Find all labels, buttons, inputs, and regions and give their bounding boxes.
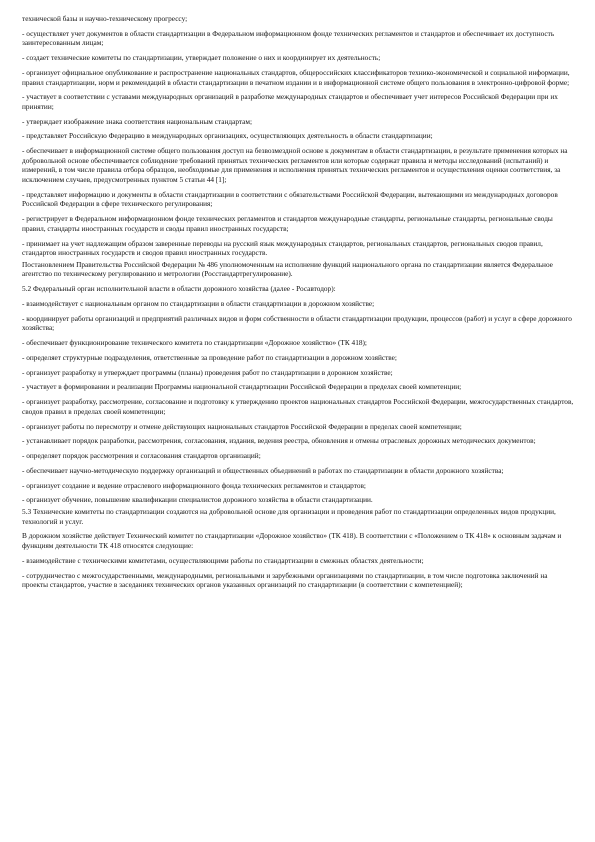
paragraph-item: - принимает на учет надлежащим образом заверенные переводы на русский язык международных стандартов, региональных стандартов, региональных сводов правил, стандартов иностранных государств и сводов правил иностранных государств.: [22, 238, 543, 258]
paragraph-item: - сотрудничество с межгосударственными, международными, региональными и зарубежными организациями по стандартизации, в том числе подготовка заключений на проекты стандартов, участие в заседаниях технических органов указанных организаций по стандартизации (в соответствии с компетенцией);: [22, 570, 548, 590]
document-page: [22, 14, 574, 595]
paragraph-item: - устанавливает порядок разработки, рассмотрения, согласования, издания, ведения реестра, обновления и отмены отраслевых дорожных методических документов;: [22, 436, 536, 446]
paragraph-item: - обеспечивает научно-методическую поддержку организаций и общественных объединений в работах по стандартизации в области дорожного хозяйства;: [22, 465, 504, 475]
paragraph-item: - осуществляет учет документов в области стандартизации в Федеральном информационном фонде технических регламентов и стандартов и обеспечивает их доступность заинтересованным лицам;: [22, 28, 555, 48]
paragraph-continuation: технической базы и научно-техническому прогрессу;: [22, 14, 188, 23]
paragraph-item: - организует разработку и утверждает программы (планы) проведения работ по стандартизации в дорожном хозяйстве;: [22, 367, 393, 377]
paragraph-item: - организует обучение, повышение квалификации специалистов дорожного хозяйства в области стандартизации.: [22, 495, 373, 505]
paragraph-item: - взаимодействует с национальным органом по стандартизации в области стандартизации в дорожном хозяйстве;: [22, 298, 375, 308]
paragraph-item: - определяет структурные подразделения, ответственные за проведение работ по стандартизации в дорожном хозяйстве;: [22, 352, 397, 362]
paragraph-item: - определяет порядок рассмотрения и согласования стандартов организаций;: [22, 451, 261, 461]
paragraph-item: - создает технические комитеты по стандартизации, утверждает положение о них и координирует их деятельность;: [22, 53, 381, 63]
paragraph-item: - координирует работы организаций и предприятий различных видов и форм собственности в области стандартизации продукции, процессов (работ) и услуг в сфере дорожного хозяйства;: [22, 313, 572, 333]
paragraph-item: - обеспечивает функционирование технического комитета по стандартизации «Дорожное хозяйство» (ТК 418);: [22, 338, 367, 348]
paragraph-item: - организует создание и ведение отраслевого информационного фонда технических регламентов и стандартов;: [22, 480, 366, 490]
paragraph-item: - организует работы по пересмотру и отмене действующих национальных стандартов Российской Федерации в пределах своей компетенции;: [22, 421, 462, 431]
paragraph-item: - организует разработку, рассмотрение, согласование и подготовку к утверждению проектов национальных стандартов Российской Федерации, межгосударственных стандартов, сводов правил в пределах своей компетенции;: [22, 397, 574, 416]
paragraph-item: - утверждает изображение знака соответствия национальным стандартам;: [22, 116, 253, 126]
paragraph-item: - регистрирует в Федеральном информационном фонде технических регламентов и стандартов международные стандарты, региональные стандарты, региональные своды правил, стандарты иностранных государств и своды правил иностранных государств;: [22, 214, 553, 233]
paragraph-body: Постановлением Правительства Российской Федерации № 486 уполномоченным на исполнение функций национального органа по стандартизации является Федеральное агентство по техническому регулированию и метрологии (Росстандартрегулирование).: [22, 259, 553, 279]
paragraph-item: - взаимодействие с техническими комитетами, осуществляющими работы по стандартизации в смежных областях деятельности;: [22, 555, 424, 565]
paragraph-item: - участвует в соответствии с уставами международных организаций в разработке международных стандартов и обеспечивает учет интересов Российской Федерации при их принятии;: [22, 92, 558, 111]
section-heading-5-2: 5.2 Федеральный орган исполнительной власти в области дорожного хозяйства (далее - Росавтодор):: [22, 284, 336, 294]
paragraph-item: - организует официальное опубликование и распространение национальных стандартов, общероссийских классификаторов технико-экономической и социальной информации, правил стандартизации, норм и рекомендаций в области стандартизации в печатном издании и в информационной системе общего пользования в электронно-цифровой форме;: [22, 67, 570, 87]
paragraph-item: - представляет информацию и документы в области стандартизации в соответствии с обязательствами Российской Федерации, вытекающими из международных договоров Российской Федерации в сфере технического регулирования;: [22, 189, 558, 209]
paragraph-item: - представляет Российскую Федерацию в международных организациях, осуществляющих деятельность в области стандартизации;: [22, 131, 433, 141]
section-heading-5-3: 5.3 Технические комитеты по стандартизации создаются на добровольной основе для организации и проведения работ по стандартизации определенных видов продукции, технологий и услуг.: [22, 507, 556, 526]
paragraph-body: В дорожном хозяйстве действует Технический комитет по стандартизации «Дорожное хозяйство» (ТК 418). В соответствии с «Положением о ТК 418» к основным задачам и функциям деятельности ТК 418 относятся следующие:: [22, 531, 562, 551]
paragraph-item: - обеспечивает в информационной системе общего пользования доступ на безвозмездной основе к документам в области стандартизации, в результате применения которых на добровольной основе обеспечивается соблюдение требований принятых технических регламентов или которые содержат правила и методы исследований (испытаний) и измерений, в том числе правила отбора образцов, необходимые для применения и исполнения принятых технических регламентов и осуществления оценки соответствия, за исключением случаев, предусмотренных пунктом 5 статьи 44 [1];: [22, 146, 568, 185]
paragraph-item: - участвует в формировании и реализации Программы национальной стандартизации Российской Федерации в пределах своей компетенции;: [22, 382, 462, 392]
